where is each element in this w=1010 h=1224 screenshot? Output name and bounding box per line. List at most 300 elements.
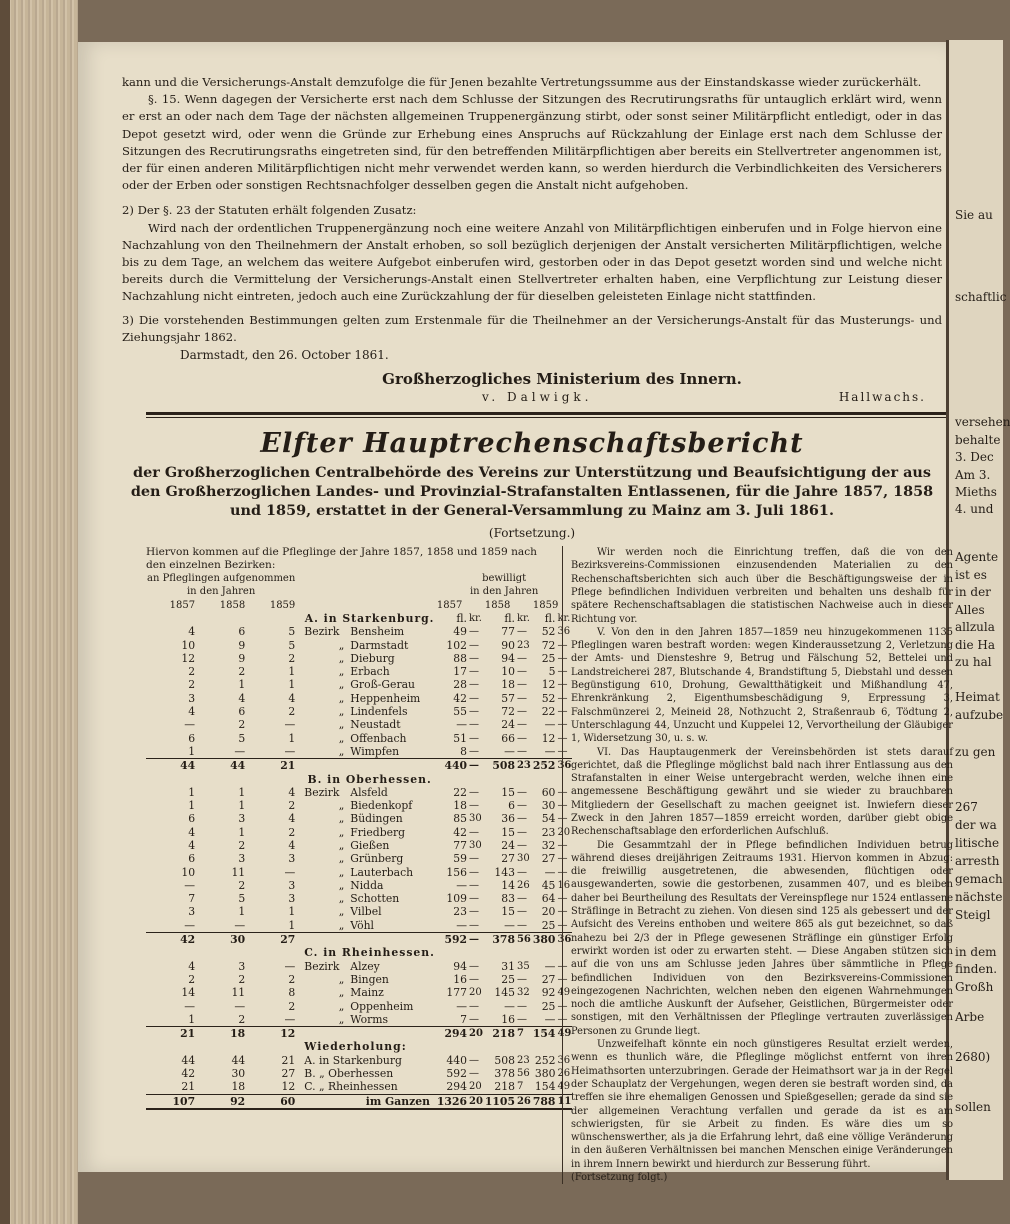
- grand-total-row: [146, 1094, 572, 1109]
- count-1858: —: [234, 999, 246, 1013]
- recap-1859: 12: [281, 1080, 296, 1094]
- count-1859: 1: [288, 665, 296, 679]
- count-1859: —: [284, 959, 296, 973]
- count-1858: 2: [238, 972, 246, 986]
- table-cell: [246, 773, 296, 786]
- district-row: [146, 866, 572, 879]
- district-row: [146, 879, 572, 892]
- amount-kr: —: [468, 800, 479, 812]
- district-prefix: „: [338, 691, 345, 705]
- unit-kr: [468, 946, 484, 959]
- amount-kr: —: [516, 745, 527, 757]
- amount-fl: 90: [501, 638, 515, 652]
- facing-page-fragment: Sie au: [955, 208, 993, 222]
- signatures: [122, 390, 942, 410]
- district-prefix: „: [338, 986, 345, 1000]
- count-1858: 9: [238, 651, 246, 665]
- district-prefix: „: [338, 999, 345, 1013]
- count-1857: 1: [188, 1012, 196, 1026]
- amount-fl: 102: [446, 638, 467, 652]
- amount-fl: 25: [501, 972, 515, 986]
- count-1857: 6: [188, 812, 196, 826]
- facing-page-fragment: 3. Dec: [955, 450, 994, 464]
- table-cell: [484, 1040, 516, 1053]
- count-1859: —: [284, 718, 296, 732]
- count-1857: 2: [188, 678, 196, 692]
- signer-right: Hallwachs.: [838, 390, 926, 405]
- count-1859: 5: [288, 625, 296, 639]
- district-name-cell: [298, 799, 436, 812]
- amount-kr: —: [468, 679, 479, 691]
- unit-kr: kr.: [516, 612, 530, 624]
- district-name-cell: [298, 732, 436, 745]
- amount-fl: 23: [541, 825, 556, 839]
- district-name: Oppenheim: [350, 999, 414, 1013]
- table-cell: [146, 612, 196, 625]
- amount-fl: 57: [501, 691, 515, 705]
- district-name-cell: [298, 652, 436, 665]
- amount-fl: —: [456, 918, 467, 932]
- year-label: 1859: [269, 599, 296, 611]
- district-row: [146, 665, 572, 678]
- district-row: [146, 799, 572, 812]
- district-prefix: „: [338, 638, 345, 652]
- amount-kr: —: [557, 893, 568, 905]
- district-name: Alzey: [350, 959, 380, 973]
- recap-1859: 21: [281, 1053, 296, 1067]
- count-1859: —: [284, 744, 296, 758]
- amount-kr: —: [516, 1000, 527, 1012]
- amount-fl: 27: [541, 852, 556, 866]
- facing-page-fragment: Steigl: [955, 908, 991, 922]
- amount-kr: —: [516, 800, 527, 812]
- amount-kr: —: [557, 652, 568, 664]
- amount-kr: —: [468, 626, 479, 638]
- amount-fl: 12: [541, 731, 556, 745]
- district-name-cell: [298, 812, 436, 825]
- amount-kr: 35: [516, 960, 530, 972]
- amount-kr: 20: [468, 987, 482, 999]
- table-cell: [298, 759, 436, 773]
- amount-fl: 16: [453, 972, 467, 986]
- total-1859: 27: [246, 933, 296, 947]
- district-prefix: „: [338, 744, 345, 758]
- amount-fl: —: [504, 744, 515, 758]
- section-total-row: [146, 759, 572, 773]
- recap-fl: 154: [534, 1080, 556, 1094]
- recap-fl: 592: [446, 1067, 467, 1081]
- count-1858: 1: [238, 905, 246, 919]
- recap-fl: 218: [494, 1080, 515, 1094]
- amount-fl: 145: [494, 986, 515, 1000]
- unit-fl: [484, 773, 516, 786]
- section-header-row: [146, 612, 572, 625]
- table-cell: [196, 612, 246, 625]
- facing-page-fragment: zu hal: [955, 655, 992, 669]
- district-row: [146, 1000, 572, 1013]
- amount-kr: 20: [557, 826, 571, 838]
- count-1857: 4: [188, 625, 196, 639]
- amount-fl: 15: [501, 825, 515, 839]
- amount-fl: 156: [446, 865, 467, 879]
- count-1858: —: [234, 744, 246, 758]
- rc-paragraph-result: Unzweifelhaft könnte ein noch günstigeres Resultat erzielt werden, wenn es thunlich wäre, die Pfleglinge möglichst entfernt von ihren Heimathsorten unterzubringen. Gerade der Heimathsort war ja in der Regel der Schauplatz der Vergehungen, wegen deren sie bestraft worden sind, da treffen sie ihre ehemaligen Genossen und Spießgesellen; gerade da sind sie der allgemeinen Verachtung verfallen und gerade da ist es am schwierigsten, für sie Arbeit zu finden. Es wäre dies um so wünschenswerther, als ja die Erfahrung lehrt, daß eine völlige Veränderung in den äußeren Verhältnissen bei manchen Menschen einige Veränderungen in ihrem Innern bewirkt und hierdurch zur Besserung führt.: [571, 1039, 953, 1170]
- recap-fl: 380: [534, 1067, 556, 1081]
- count-1859: 5: [288, 638, 296, 652]
- year-label: 1857: [436, 599, 463, 611]
- count-1859: —: [284, 1012, 296, 1026]
- recap-1859: 27: [281, 1067, 296, 1081]
- district-row: [146, 639, 572, 652]
- district-prefix: „: [338, 665, 345, 679]
- district-prefix: „: [338, 905, 345, 919]
- amount-kr: 32: [516, 987, 530, 999]
- facing-page-edge: [946, 40, 1010, 1180]
- statistics-table: [146, 572, 572, 1110]
- header-admitted: an Pfleglingen aufgenommen: [147, 573, 296, 585]
- amount-kr: 23: [516, 639, 530, 651]
- amount-kr: —: [516, 826, 527, 838]
- section-title: B. in Oberhessen.: [307, 772, 432, 786]
- recap-label: A. in Starkenburg: [304, 1053, 402, 1067]
- recap-fl: 378: [494, 1067, 515, 1081]
- facing-page-fragment: ist es: [955, 568, 987, 582]
- amount-kr: 49: [557, 987, 571, 999]
- total-fl: 294: [436, 1027, 468, 1041]
- table-cell: [516, 1040, 532, 1053]
- amount-kr: 30: [468, 813, 482, 825]
- divider-rule-thin: [146, 417, 946, 418]
- amount-fl: 72: [541, 638, 556, 652]
- total-fl: 508: [484, 759, 516, 773]
- district-name-cell: [298, 852, 436, 865]
- district-row: [146, 718, 572, 731]
- count-1859: 4: [288, 838, 296, 852]
- unit-kr: [516, 773, 532, 786]
- count-1859: —: [284, 865, 296, 879]
- district-name: Schotten: [350, 892, 400, 906]
- table-cell: [146, 1040, 196, 1053]
- section-total-row: [146, 933, 572, 947]
- unit-fl: fl.: [504, 611, 515, 625]
- unit-fl: [532, 773, 557, 786]
- facing-page-fragment: die Ha: [955, 638, 996, 652]
- district-prefix: „: [338, 651, 345, 665]
- amount-fl: 77: [501, 625, 515, 639]
- district-prefix: „: [338, 878, 345, 892]
- amount-fl: —: [504, 918, 515, 932]
- paragraph-continuation: kann und die Versicherungs-Anstalt demzufolge die für Jenen bezahlte Vertretungssumme aus der Einstandskasse wieder zurückerhält.: [122, 75, 922, 89]
- amount-kr: —: [468, 866, 479, 878]
- facing-page-fragment: Alles: [955, 603, 985, 617]
- district-name: Mainz: [350, 986, 384, 1000]
- district-prefix: „: [338, 892, 345, 906]
- recap-kr: —: [468, 1054, 479, 1066]
- unit-fl: [484, 946, 516, 959]
- district-name-cell: [298, 1013, 436, 1027]
- amount-fl: 72: [501, 705, 515, 719]
- divider-rule: [146, 412, 946, 415]
- table-cell: [246, 612, 296, 625]
- total-kr: —: [468, 759, 484, 773]
- district-name-cell: [298, 879, 436, 892]
- amount-fl: 52: [541, 625, 556, 639]
- amount-kr: —: [468, 973, 479, 985]
- count-1859: 1: [288, 678, 296, 692]
- total-kr: 23: [516, 760, 531, 772]
- right-column: [562, 546, 953, 1184]
- ministry-name: Großherzogliches Ministerium des Innern.: [382, 370, 742, 389]
- district-name-cell: [298, 639, 436, 652]
- count-1857: 4: [188, 705, 196, 719]
- amount-kr: —: [468, 692, 479, 704]
- amount-kr: —: [516, 626, 527, 638]
- district-row: [146, 973, 572, 986]
- facing-page-fragment: aufzube: [955, 708, 1004, 722]
- table-cell: [196, 773, 246, 786]
- district-row: [146, 812, 572, 825]
- facing-page-fragment: behalte: [955, 433, 1001, 447]
- district-row: [146, 745, 572, 759]
- header-blank: [298, 572, 436, 585]
- total-fl: 592: [436, 933, 468, 947]
- count-1859: 4: [288, 691, 296, 705]
- district-prefix: „: [338, 678, 345, 692]
- district-name: Erbach: [350, 665, 390, 679]
- district-name: Darmstadt: [350, 638, 409, 652]
- amount-kr: 30: [516, 853, 530, 865]
- table-cell: [532, 1040, 557, 1053]
- facing-page-fragment: der wa: [955, 818, 997, 832]
- recap-kr: 7: [516, 1081, 524, 1093]
- recap-label: B. „ Oberhessen: [304, 1067, 394, 1081]
- amount-kr: —: [468, 919, 479, 931]
- count-1858: 1: [238, 678, 246, 692]
- amount-fl: 18: [453, 799, 467, 813]
- facing-page-fragment: in dem: [955, 945, 997, 959]
- count-1857: —: [184, 878, 196, 892]
- total-fl: 218: [484, 1027, 516, 1041]
- amount-kr: —: [557, 639, 568, 651]
- recap-fl: 440: [446, 1053, 467, 1067]
- amount-kr: —: [468, 853, 479, 865]
- count-1858: 2: [238, 718, 246, 732]
- district-name-cell: [298, 1000, 436, 1013]
- amount-fl: 45: [541, 878, 556, 892]
- total-fl: 380: [532, 933, 556, 947]
- district-row: [146, 786, 572, 799]
- table-cell: [146, 773, 196, 786]
- amount-kr: —: [557, 960, 568, 972]
- count-1859: 3: [288, 878, 296, 892]
- facing-page-fragment: sollen: [955, 1100, 991, 1114]
- amount-kr: —: [516, 652, 527, 664]
- recap-fl: 294: [446, 1080, 467, 1094]
- table-header-row: [146, 585, 572, 598]
- district-row: [146, 905, 572, 918]
- amount-kr: —: [557, 866, 568, 878]
- district-row: [146, 826, 572, 839]
- amount-kr: 26: [516, 879, 530, 891]
- district-prefix: Bezirk: [304, 625, 340, 639]
- amount-kr: —: [557, 786, 568, 798]
- amount-kr: —: [468, 719, 479, 731]
- facing-page-fragment: gemach: [955, 872, 1003, 886]
- count-1858: 3: [238, 812, 246, 826]
- district-name-cell: [298, 919, 436, 933]
- district-row: [146, 986, 572, 999]
- count-1858: 1: [238, 785, 246, 799]
- district-name-cell: [298, 625, 436, 638]
- facing-page-fragment: versehen: [955, 415, 1010, 429]
- unit-fl: fl.: [456, 611, 467, 625]
- count-1858: 1: [238, 825, 246, 839]
- amount-kr: —: [557, 745, 568, 757]
- amount-kr: —: [557, 719, 568, 731]
- amount-kr: —: [557, 679, 568, 691]
- district-name: Friedberg: [350, 825, 406, 839]
- recap-1858: 44: [231, 1053, 246, 1067]
- amount-fl: —: [504, 999, 515, 1013]
- district-row: [146, 692, 572, 705]
- recap-kr: 26: [557, 1068, 571, 1080]
- amount-kr: —: [468, 906, 479, 918]
- year-label: 1858: [484, 599, 511, 611]
- total-1857: 44: [146, 759, 196, 773]
- amount-fl: 66: [501, 731, 515, 745]
- amount-fl: 16: [501, 1012, 515, 1026]
- district-prefix: „: [338, 865, 345, 879]
- amount-fl: —: [544, 1012, 556, 1026]
- count-1857: —: [184, 918, 196, 932]
- count-1857: 10: [181, 638, 196, 652]
- district-prefix: „: [338, 972, 345, 986]
- two-column-body: [122, 546, 953, 1183]
- count-1858: 2: [238, 878, 246, 892]
- amount-kr: —: [516, 706, 527, 718]
- recap-row: [146, 1054, 572, 1067]
- facing-page-fragment: Agente: [955, 550, 999, 564]
- district-row: [146, 839, 572, 852]
- amount-fl: 88: [453, 651, 467, 665]
- district-name: Worms: [350, 1012, 389, 1026]
- district-name: Wimpfen: [350, 744, 400, 758]
- amount-kr: —: [557, 1000, 568, 1012]
- recap-kr: 56: [516, 1068, 530, 1080]
- amount-kr: —: [468, 639, 479, 651]
- amount-fl: —: [544, 865, 556, 879]
- total-1858: 30: [196, 933, 246, 947]
- facing-page-fragment: Heimat: [955, 690, 1000, 704]
- district-name: Biedenkopf: [350, 799, 413, 813]
- count-1859: 2: [288, 972, 296, 986]
- rc-paragraph-vi: VI. Das Hauptaugenmerk der Vereinsbehörden ist stets darauf gerichtet, daß die Pfleglinge möglichst bald nach ihrer Entlassung aus den Strafanstalten in einer Weise untergebracht werden, welche ihnen eine angemessene Beschäftigung gewährt und sie wieder zu brauchbaren Mitgliedern der Gesellschaft zu machen geeignet ist. Inwiefern dieser Zweck in den Jahren 1857—1859 erreicht worden, darüber giebt obige Rechenschaftsablage den erforderlichen Aufschluß.: [571, 746, 953, 838]
- table-cell: [196, 946, 246, 959]
- total-1858: 44: [196, 759, 246, 773]
- district-row: [146, 960, 572, 973]
- count-1858: 1: [238, 799, 246, 813]
- district-name-cell: [298, 973, 436, 986]
- district-row: [146, 919, 572, 933]
- header-blank: [298, 585, 436, 598]
- amount-fl: 23: [453, 905, 467, 919]
- district-name: Lindenfels: [350, 705, 408, 719]
- total-1859: 12: [246, 1027, 296, 1041]
- amount-fl: 24: [501, 838, 515, 852]
- amount-fl: 54: [541, 812, 556, 826]
- amount-kr: —: [468, 826, 479, 838]
- facing-page-fragment: zu gen: [955, 745, 996, 759]
- facing-page-fragment: schaftlic: [955, 290, 1007, 304]
- amount-fl: 12: [541, 678, 556, 692]
- district-row: [146, 852, 572, 865]
- amount-fl: 55: [453, 705, 467, 719]
- facing-page-fragment: finden.: [955, 962, 998, 976]
- amount-kr: —: [516, 692, 527, 704]
- report-subtitle: der Großherzoglichen Centralbehörde des Vereins zur Unterstützung und Beaufsichtigung der aus den Großherzoglichen Landes- und Provinzial-Strafanstalten Entlassenen, für die Jahre 1857, 1858 und 1859, erstattet in der General-Versammlung zu Mainz am 3. Juli 1861.: [130, 464, 934, 520]
- recap-row: [146, 1080, 572, 1094]
- amount-fl: 28: [453, 678, 467, 692]
- total-fl: 440: [436, 759, 468, 773]
- table-cell: [246, 946, 296, 959]
- amount-fl: 30: [541, 799, 556, 813]
- count-1857: 3: [188, 691, 196, 705]
- unit-fl: [436, 773, 468, 786]
- district-prefix: „: [338, 918, 345, 932]
- count-1857: —: [184, 718, 196, 732]
- header-blank: [298, 599, 436, 612]
- count-1857: 14: [181, 986, 196, 1000]
- book-page-edges: [0, 0, 78, 1224]
- count-1858: 6: [238, 705, 246, 719]
- total-kr: 7: [516, 1027, 532, 1041]
- district-prefix: „: [338, 718, 345, 732]
- paragraph-item-3: 3) Die vorstehenden Bestimmungen gelten zum Erstenmale für die Theilnehmer an der Versicherungs-Anstalt für das Musterungs- und Ziehungsjahr 1862.: [122, 312, 942, 344]
- district-row: [146, 705, 572, 718]
- count-1859: 1: [288, 731, 296, 745]
- paragraph-addition: Wird nach der ordentlichen Truppenergänzung noch eine weitere Anzahl von Militärpflichtigen einberufen und in Folge hiervon eine Nachzahlung von den Theilnehmern der Anstalt erhoben, so soll bezüglich derjenigen der Anstalt versicherten Militärpflichtigen, welche bis zu dem Tage, an welchem das weitere Aufgebot einberufen wird, gestorben oder in das Depot gesetzt worden sind und welche nicht bereits durch die Vermittelung der Versicherungs-Anstalt einen Stellvertreter erhalten haben, eine Verpflichtung zur Leistung dieser Nachzahlung nicht eintreten, jedoch auch eine Zurückzahlung der für dieselben geleisteten Einlage nicht stattfinden.: [122, 220, 942, 304]
- amount-kr: —: [557, 839, 568, 851]
- table-intro: Hiervon kommen auf die Pfleglinge der Jahre 1857, 1858 und 1859 nach den einzelnen Bezirken:: [146, 546, 537, 572]
- district-prefix: „: [338, 1012, 345, 1026]
- amount-fl: 77: [453, 838, 467, 852]
- count-1858: 4: [238, 691, 246, 705]
- continued-label: (Fortsetzung.): [488, 526, 576, 541]
- total-fl: 378: [484, 933, 516, 947]
- facing-page-fragment: Arbe: [955, 1010, 985, 1024]
- amount-kr: —: [557, 692, 568, 704]
- count-1859: 2: [288, 825, 296, 839]
- amount-kr: —: [557, 732, 568, 744]
- amount-kr: —: [468, 960, 479, 972]
- amount-kr: —: [468, 879, 479, 891]
- count-1858: 2: [238, 1012, 246, 1026]
- paragraph-section-15: §. 15. Wenn dagegen der Versicherte erst nach dem Schlusse der Sitzungen des Recrutirungsraths für untauglich erklärt wird, wenn er erst an oder nach dem Tage der nächsten allgemeinen Truppenergänzung stirbt, oder sonst seiner Militärpflicht entledigt, oder in das Depot gesetzt wird, oder wenn die Gründe zur Erhebung eines Anspruchs auf Rückzahlung der Einlage erst nach dem Schlusse der Sitzungen des Recrutirungsraths eingetreten sind, für den betreffenden Militärpflichtigen aber bereits ein Stellvertreter angenommen ist, der für einen anderen Militärpflichtigen nicht mehr verwendet werden kann, so werden hierdurch die Verbindlichkeiten des Versicherers oder der Erben oder sonstigen Rechtsnachfolger desselben gegen die Anstalt nicht aufgehoben.: [122, 92, 942, 193]
- amount-kr: —: [468, 652, 479, 664]
- count-1857: 2: [188, 665, 196, 679]
- total-kr: 36: [557, 934, 572, 946]
- district-prefix: Bezirk: [304, 959, 340, 973]
- amount-kr: —: [516, 813, 527, 825]
- district-name-cell: [298, 905, 436, 918]
- grand-fl: 1105: [484, 1094, 515, 1108]
- district-prefix: „: [338, 705, 345, 719]
- amount-kr: —: [557, 666, 568, 678]
- amount-fl: 14: [501, 878, 515, 892]
- count-1857: —: [184, 999, 196, 1013]
- amount-fl: 25: [541, 651, 556, 665]
- facing-page-fragment: arresth: [955, 854, 1000, 868]
